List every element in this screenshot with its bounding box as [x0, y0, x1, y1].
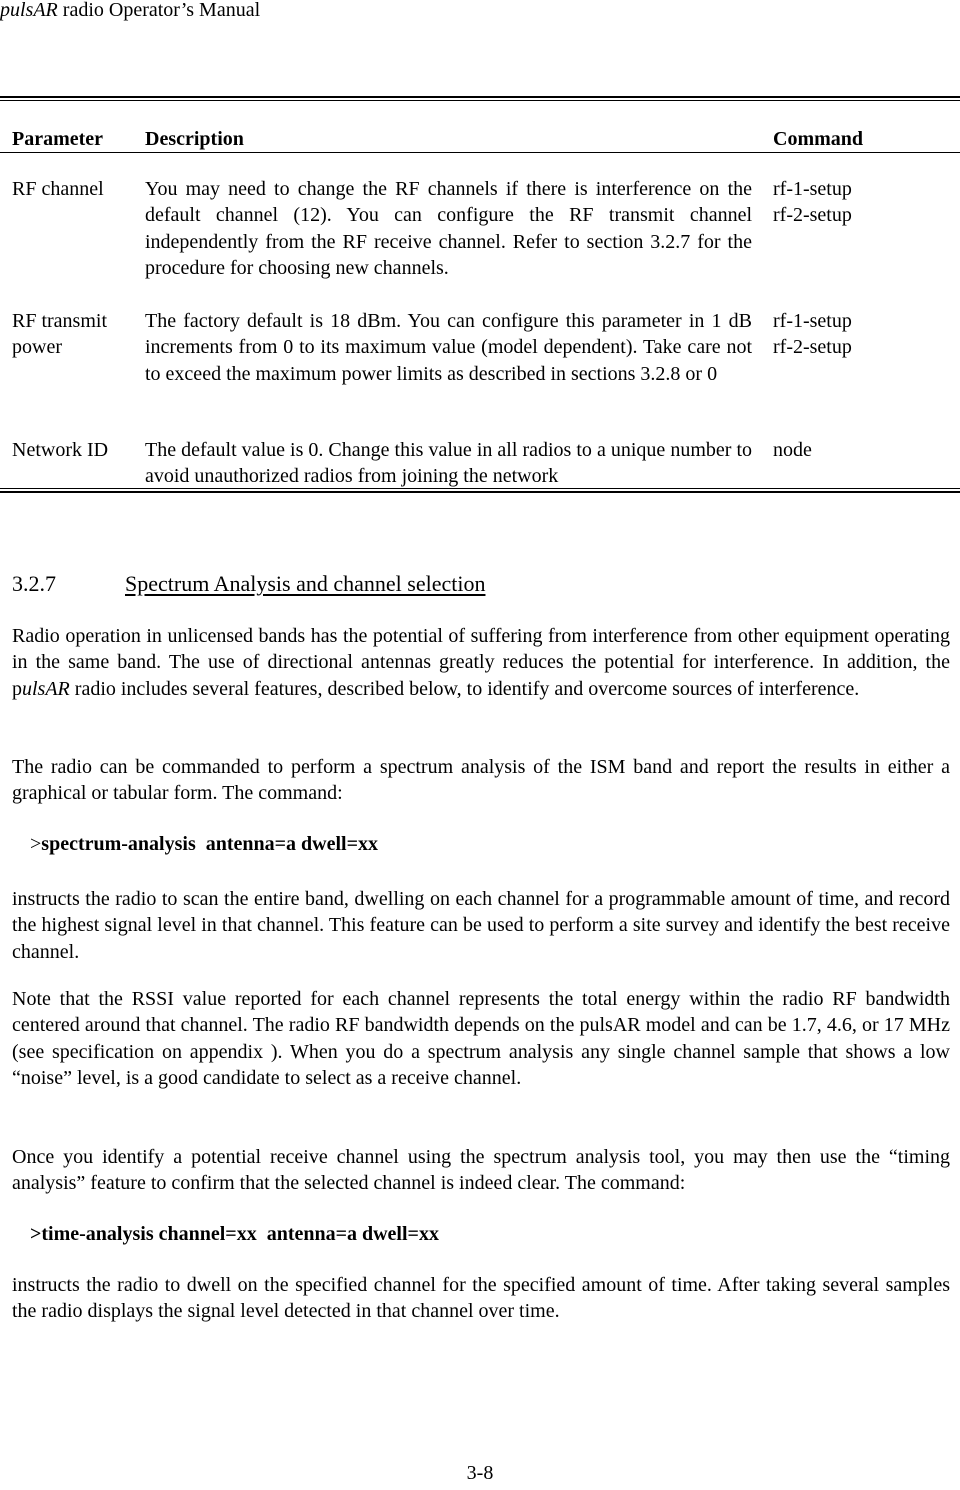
spectrum-analysis-command	[30, 831, 378, 857]
parameter-name: RF transmit power	[12, 310, 108, 359]
command-prompt: >	[30, 833, 42, 855]
paragraph-rssi-note: Note that the RSSI value reported for each channel represents the total energy within the radio RF bandwidth centered around that channel. The radio RF bandwidth depends on the pulsAR model and can be 1.7, 4.6, or 17 MHz (see specification on appendix ). When you do a spectrum analysis any single channel sample that shows a low “noise” level, is a good candidate to select as a receive channel.	[12, 988, 950, 1090]
time-analysis-command: >time-analysis channel=xx antenna=a dwell=xx	[30, 1223, 439, 1245]
text-run: radio includes several features, described below, to identify and overcome sources of interference.	[69, 677, 860, 700]
paragraph-timing-explanation: instructs the radio to dwell on the specified channel for the specified amount of time. After taking several samples the radio displays the signal level detected in that channel over time.	[12, 1274, 950, 1323]
parameter-description: You may need to change the RF channels if there is interference on the default channel (12). You can configure the RF transmit channel independently from the RF receive channel. Refer to section 3.2.7 for the procedure for choosing new channels.	[145, 178, 752, 280]
paragraph-spectrum-explanation: instructs the radio to scan the entire band, dwelling on each channel for a programmable amount of time, and record the highest signal level in that channel. This feature can be used to perform a site survey and identify the best receive channel.	[12, 888, 950, 963]
parameter-commands	[773, 308, 953, 361]
paragraph-spectrum-command-intro: The radio can be commanded to perform a spectrum analysis of the ISM band and report the results in either a graphical or tabular form. The command:	[12, 756, 950, 805]
column-header-description: Description	[145, 128, 244, 150]
page-number: 3-8	[466, 1462, 494, 1484]
table-bottom-rule	[0, 488, 960, 493]
parameter-commands	[773, 176, 953, 229]
command-name: rf-1-setup	[773, 310, 852, 332]
command-text: spectrum-analysis antenna=a dwell=xx	[41, 833, 378, 855]
parameter-table-header	[0, 126, 960, 153]
section-title: Spectrum Analysis and channel selection	[125, 571, 486, 596]
column-header-parameter: Parameter	[12, 128, 104, 150]
command-name: rf-2-setup	[773, 336, 852, 359]
brand-name: pulsAR	[0, 0, 58, 21]
section-number: 3.2.7	[12, 571, 56, 596]
command-name: node	[773, 439, 812, 461]
manual-title: radio Operator’s Manual	[57, 0, 261, 21]
running-header	[0, 0, 260, 20]
parameter-description: The factory default is 18 dBm. You can configure this parameter in 1 dB increments from 0 to its maximum value (model dependent). Take care not to exceed the maximum power limits as described in sections 3.2.8 or 0	[145, 310, 752, 385]
section-heading	[12, 570, 485, 598]
paragraph-timing-intro: Once you identify a potential receive channel using the spectrum analysis tool, you may then use the “timing analysis” feature to confirm that the selected channel is indeed clear. The command:	[12, 1146, 950, 1195]
parameter-name: RF channel	[12, 178, 104, 200]
command-name: rf-1-setup	[773, 178, 852, 200]
parameter-description: The default value is 0. Change this value in all radios to a unique number to avoid unauthorized radios from joining the network	[145, 439, 752, 488]
parameter-name: Network ID	[12, 439, 109, 461]
text-run: Radio operation in unlicensed bands has the potential of suffering from interference from other equipment operating in the same band. The use of directional antennas greatly reduces the potential for interference. In addition, the p	[12, 625, 950, 700]
column-header-command: Command	[773, 128, 864, 150]
brand-italic: ulsAR	[22, 677, 70, 700]
command-name: rf-2-setup	[773, 204, 852, 227]
paragraph-intro	[12, 623, 950, 702]
table-top-rule	[0, 96, 960, 101]
parameter-commands	[773, 437, 953, 463]
